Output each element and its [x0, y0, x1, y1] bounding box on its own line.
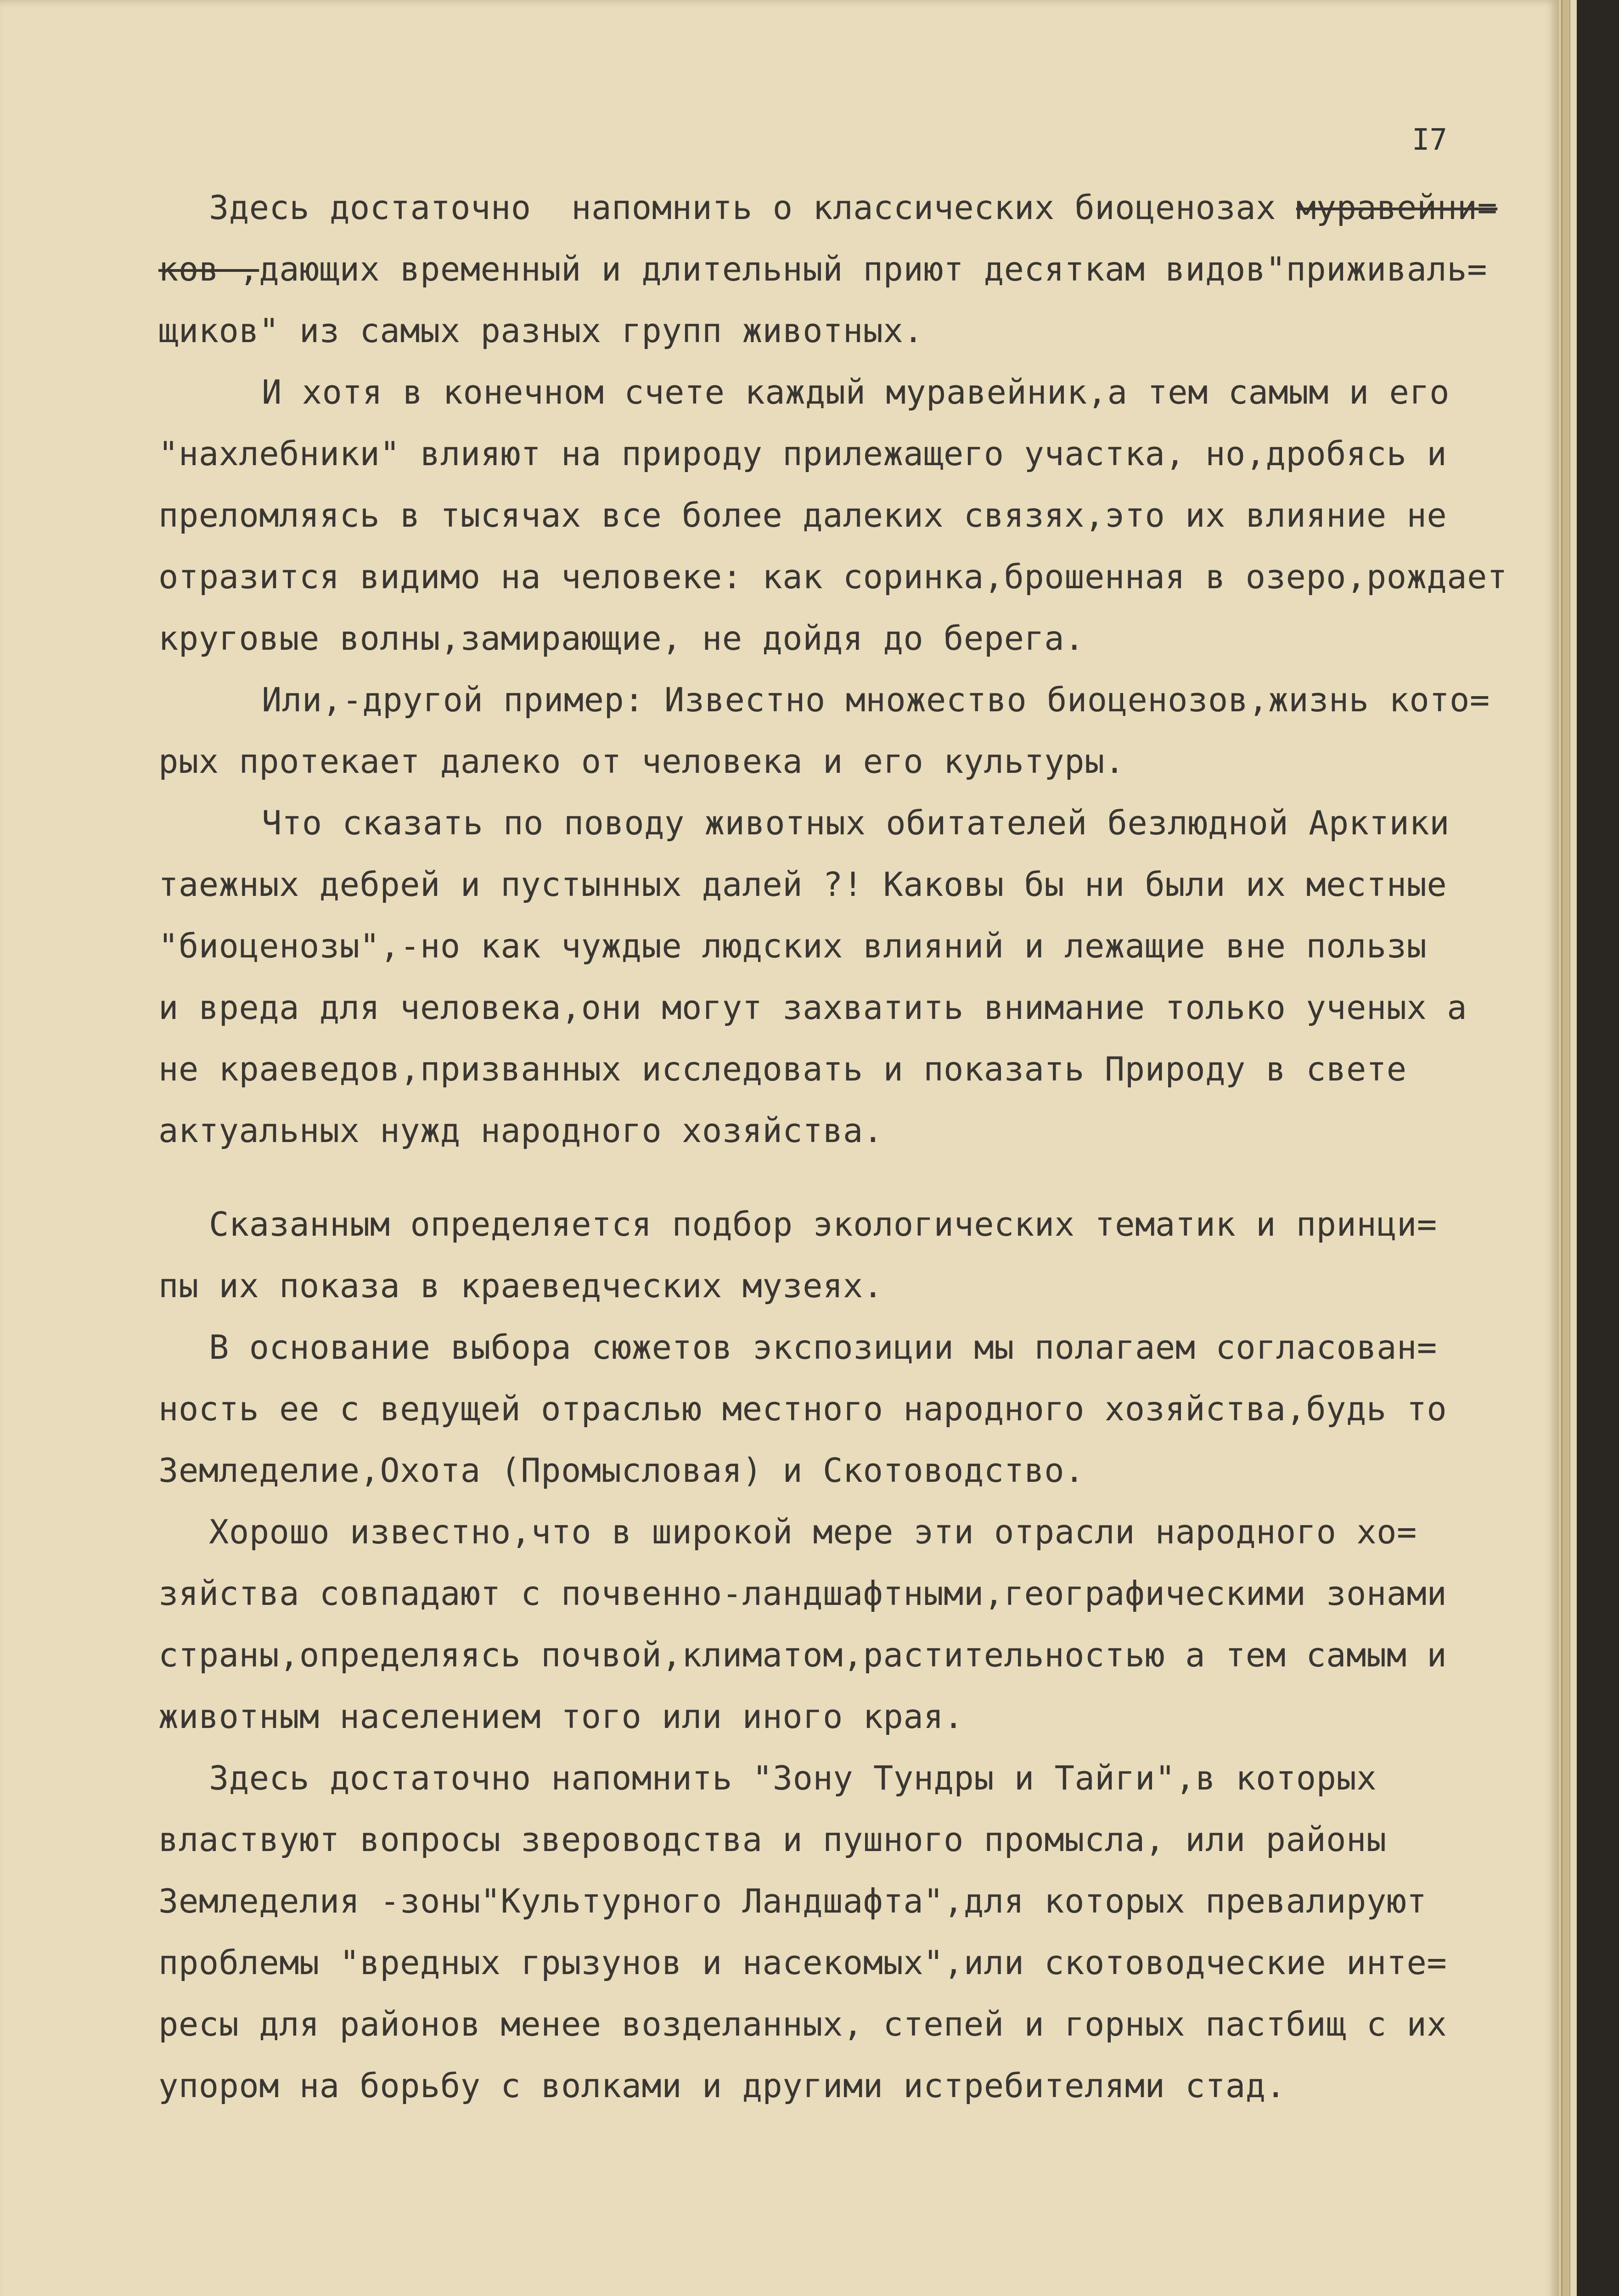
text-line: преломляясь в тысячах все более далеких связях,это их влияние не	[158, 496, 1447, 535]
text-line	[158, 238, 1518, 300]
text-fragment: Здесь достаточно напомнить о классических биоценозах	[209, 188, 1296, 227]
text-line: не краеведов,призванных исследовать и показать Природу в свете	[158, 1050, 1407, 1088]
text-line: ность ее с ведущей отраслью местного народного хозяйства,будь то	[158, 1390, 1447, 1428]
text-line: И хотя в конечном счете каждый муравейник,а тем самым и его	[262, 373, 1450, 411]
text-line: Или,-другой пример: Известно множество биоценозов,жизнь кото=	[262, 681, 1490, 719]
text-line: пы их показа в краеведческих музеях.	[158, 1266, 883, 1305]
text-fragment: дающих временный и длительный приют десяткам видов"приживаль=	[259, 250, 1487, 288]
text-line: Что сказать по поводу животных обитателей безлюдной Арктики	[262, 804, 1450, 842]
typewritten-text	[158, 177, 1518, 2116]
text-line: и вреда для человека,они могут захватить внимание только ученых а	[158, 988, 1467, 1027]
text-line: "нахлебники" влияют на природу прилежащего участка, но,дробясь и	[158, 434, 1447, 473]
text-line: страны,определяясь почвой,климатом,растительностью а тем самым и	[158, 1636, 1447, 1674]
text-line: рых протекает далеко от человека и его культуры.	[158, 742, 1125, 781]
text-line: Земледелие,Охота (Промысловая) и Скотоводство.	[158, 1451, 1085, 1490]
text-line: отразится видимо на человеке: как соринка,брошенная в озеро,рождает	[158, 557, 1507, 596]
text-line: властвуют вопросы звероводства и пушного промысла, или районы	[158, 1820, 1387, 1859]
text-line: ресы для районов менее возделанных, степей и горных пастбищ с их	[158, 2005, 1447, 2043]
struck-word: ков ,	[158, 250, 259, 288]
text-line: Здесь достаточно напомнить "Зону Тундры и Тайги",в которых	[209, 1759, 1377, 1797]
text-line: таежных дебрей и пустынных далей ?! Каковы бы ни были их местные	[158, 865, 1447, 904]
page-number: I7	[1412, 123, 1448, 157]
page-stack-edge	[1569, 0, 1577, 2296]
text-line: Земледелия -зоны"Культурного Ландшафта",для которых превалируют	[158, 1882, 1427, 1920]
text-line: упором на борьбу с волками и другими истребителями стад.	[158, 2066, 1286, 2105]
text-line: круговые волны,замирающие, не дойдя до берега.	[158, 619, 1085, 658]
paragraph-gap	[158, 1161, 1518, 1193]
text-line: Сказанным определяется подбор экологических тематик и принци=	[209, 1205, 1437, 1244]
text-line	[158, 177, 1518, 238]
struck-word: муравейни=	[1296, 188, 1498, 227]
text-line: зяйства совпадают с почвенно-ландшафтными,географическими зонами	[158, 1574, 1447, 1613]
text-line: щиков" из самых разных групп животных.	[158, 311, 924, 350]
text-line: Хорошо известно,что в широкой мере эти отрасли народного хо=	[209, 1513, 1417, 1551]
text-line: животным населением того или иного края.	[158, 1697, 964, 1736]
text-line: "биоценозы",-но как чуждые людских влияний и лежащие вне пользы	[158, 927, 1427, 965]
text-line: проблемы "вредных грызунов и насекомых",или скотоводческие инте=	[158, 1943, 1447, 1982]
text-line: актуальных нужд народного хозяйства.	[158, 1111, 883, 1150]
text-line: В основание выбора сюжетов экспозиции мы полагаем согласован=	[209, 1328, 1437, 1367]
